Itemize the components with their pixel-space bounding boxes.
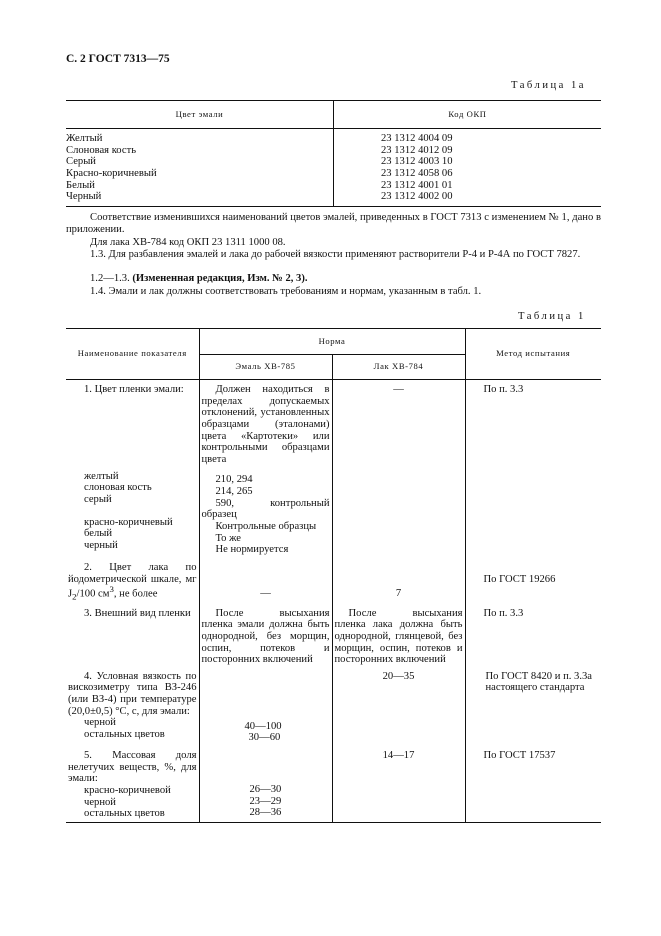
sub-value: 214, 265: [215, 486, 253, 498]
color-cell: Серый: [66, 156, 96, 168]
color-cell: Черный: [66, 191, 334, 206]
sub-item: черной: [84, 717, 116, 729]
table-1a-caption: Таблица 1а: [511, 80, 587, 91]
table-1: [66, 328, 601, 823]
lac-cell: 14—17: [332, 744, 465, 822]
suffix: , не более: [113, 588, 158, 600]
color-cell: Белый: [66, 179, 95, 191]
method-cell: По п. 3.3: [465, 603, 601, 666]
sub-value: 26—30: [249, 784, 282, 796]
table-1a: [66, 100, 601, 207]
sub-item: красно-коричневой: [84, 785, 171, 796]
sub-item: серый: [84, 493, 112, 505]
subscript: 2: [72, 591, 77, 602]
sub-value: То же: [215, 532, 242, 544]
col-header-enamel: Эмаль ХВ-785: [199, 355, 332, 380]
sub-value: 30—60: [248, 732, 281, 744]
col-header-norm: Норма: [199, 329, 465, 355]
sub-value: 590, контрольный образец: [201, 497, 330, 521]
sub-item: остальных цветов: [84, 729, 165, 740]
row-title: 2. Цвет лака по йодометрической шкале, мг J: [68, 561, 197, 600]
sub-item: остальных цветов: [84, 808, 165, 820]
table-row: [66, 744, 601, 822]
method-cell: По ГОСТ 19266: [465, 556, 601, 603]
code-cell: 23 1312 4001 01: [334, 180, 602, 192]
color-cell: Желтый: [66, 133, 103, 144]
sub-item: слоновая кость: [84, 482, 152, 494]
enamel-cell: [199, 744, 332, 822]
paragraph-correspondence: Соответствие изменившихся наименований цветов эмалей, приведенных в ГОСТ 7313 с изменением № 1, дано в приложении.: [66, 212, 601, 235]
method-cell: По п. 3.3: [465, 380, 601, 556]
sub-item: красно-коричневый: [84, 516, 173, 528]
name-cell: [66, 666, 199, 744]
paragraph-1-4: 1.4. Эмали и лак должны соответствовать требованиям и нормам, указанным в табл. 1.: [90, 286, 482, 297]
code-cell: 23 1312 4004 09: [334, 129, 602, 145]
code-cell: 23 1312 4002 00: [334, 191, 602, 206]
sub-value: 40—100: [244, 720, 282, 732]
unit: /100 см: [76, 588, 110, 600]
table-row: [66, 168, 601, 180]
enamel-cell: [199, 603, 332, 666]
col-header-name: Наименование показателя: [66, 329, 199, 380]
revision-prefix: 1.2—1.3.: [90, 273, 133, 284]
sub-value: 23—29: [249, 795, 282, 807]
superscript: 3: [109, 584, 114, 595]
name-cell: [66, 603, 199, 666]
cell-text: По ГОСТ 8420 и п. 3.3а настоящего стандарта: [485, 670, 592, 694]
paragraph-1-3: 1.3. Для разбавления эмалей и лака до рабочей вязкости применяют растворители Р-4 и Р-4А по ГОСТ 7827.: [90, 249, 581, 260]
lac-cell: 20—35: [332, 666, 465, 744]
code-cell: 23 1312 4012 09: [334, 145, 602, 157]
col-header-color: Цвет эмали: [66, 101, 334, 129]
enamel-cell: [199, 666, 332, 744]
page-header: С. 2 ГОСТ 7313—75: [66, 53, 170, 65]
sub-item: черный: [84, 539, 118, 551]
table-row: [66, 156, 601, 168]
method-cell: По ГОСТ 17537: [465, 744, 601, 822]
name-cell: [66, 380, 199, 556]
lac-cell: 7: [332, 556, 465, 603]
table-row: [66, 129, 601, 145]
lac-cell: [332, 603, 465, 666]
cell-text: После высыхания пленка эмали должна быть однородной, без морщин, оспин, потеков и посторонних включений: [201, 607, 330, 666]
paragraph-okp-code: Для лака ХВ-784 код ОКП 23 1311 1000 08.: [90, 237, 286, 248]
table-row: [66, 145, 601, 157]
table-row: [66, 191, 601, 206]
table-1-caption: Таблица 1: [518, 311, 586, 322]
cell-text: После высыхания пленка лака должна быть однородной, глянцевой, без морщин, оспин, потеков и посторонних включений: [334, 607, 463, 666]
revision-note: (Измененная редакция, Изм. № 2, 3).: [132, 273, 308, 284]
row-title: 5. Массовая доля нелетучих веществ, %, для эмали:: [68, 750, 197, 785]
table-row: [66, 666, 601, 744]
row-title: 3. Внешний вид пленки: [84, 607, 191, 619]
cell-text: Должен находиться в пределах допускаемых отклонений, установленных образцами (эталонами) цвета «Картотеки» или контрольными образцами цвета: [201, 384, 330, 465]
lac-cell: —: [332, 380, 465, 556]
table-row: [66, 603, 601, 666]
col-header-lac: Лак ХВ-784: [332, 355, 465, 380]
sub-item: белый: [84, 528, 113, 540]
table-row: [66, 180, 601, 192]
sub-value: 28—36: [249, 807, 282, 819]
sub-value: Контрольные образцы: [215, 521, 317, 533]
code-cell: 23 1312 4003 10: [334, 156, 602, 168]
col-header-method: Метод испытания: [465, 329, 601, 380]
sub-item: желтый: [84, 470, 119, 482]
enamel-cell: [199, 380, 332, 556]
sub-value: 210, 294: [215, 474, 253, 486]
enamel-cell: —: [199, 556, 332, 603]
name-cell: [66, 744, 199, 822]
color-cell: Красно-коричневый: [66, 167, 157, 179]
table-row: [66, 380, 601, 556]
sub-item: черной: [84, 796, 116, 808]
color-cell: Слоновая кость: [66, 144, 137, 156]
method-cell: [465, 666, 601, 744]
sub-value: Не нормируется: [215, 544, 289, 556]
code-cell: 23 1312 4058 06: [334, 168, 602, 180]
paragraph-revision: [66, 273, 601, 285]
row-title: 4. Условная вязкость по вискозиметру типа ВЗ-246 (или ВЗ-4) при температуре (20,0±0,5) °С, с, для эмали:: [68, 670, 197, 717]
table-row: [66, 556, 601, 603]
row-title: 1. Цвет пленки эмали:: [84, 384, 184, 395]
col-header-code: Код ОКП: [334, 101, 602, 129]
name-cell: [66, 556, 199, 603]
